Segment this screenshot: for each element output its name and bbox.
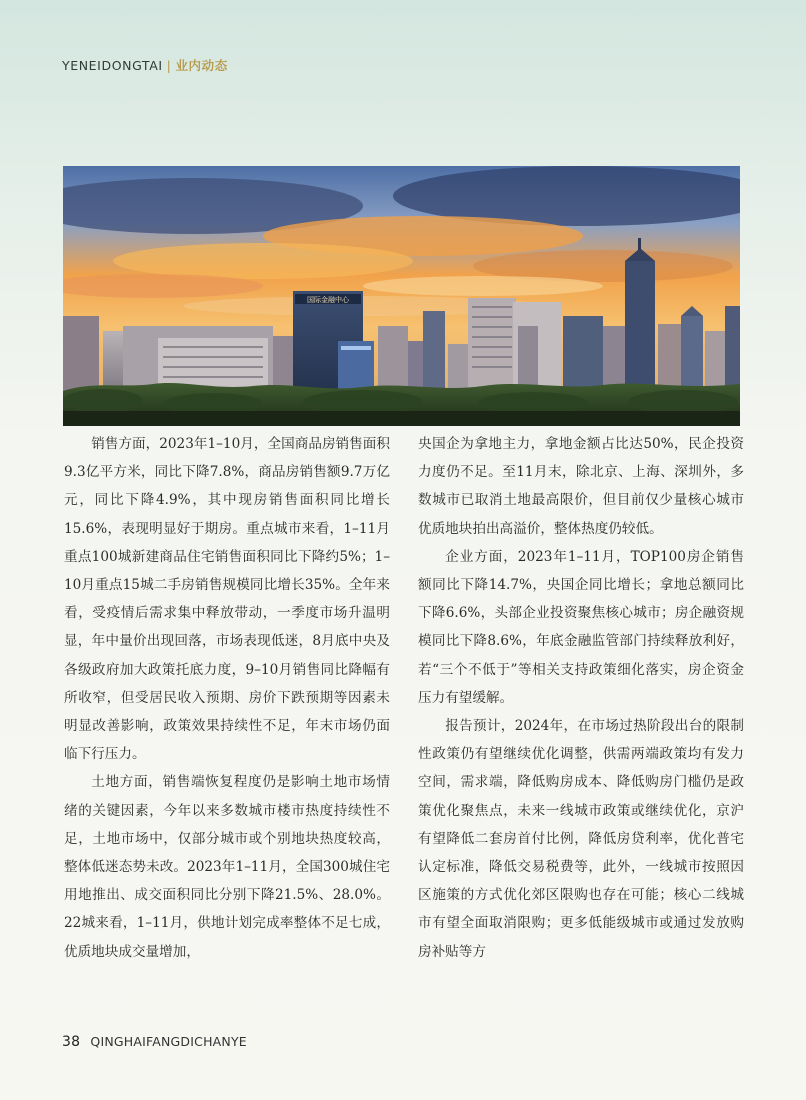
header-separator: | xyxy=(166,57,172,73)
paragraph-land: 土地方面，销售端恢复程度仍是影响土地市场情绪的关键因素，今年以来多数城市楼市热度持续性不足，土地市场中，仅部分城市或个别地块热度较高，整体低迷态势未改。2023年1–11月，全国300城住宅用地推出、成交面积同比分别下降21.5%、28.0%。22城来看，1–11月，供地计划完成率整体不足七成，优质地块成交量增加， xyxy=(64,774,390,960)
magazine-name: QINGHAIFANGDICHANYE xyxy=(90,1034,247,1049)
section-title: 业内动态 xyxy=(175,58,228,73)
running-header xyxy=(62,56,228,74)
page-footer xyxy=(62,1034,247,1050)
page-number: 38 xyxy=(62,1034,81,1050)
paragraph-forecast: 报告预计，2024年，在市场过热阶段出台的限制性政策仍有望继续优化调整，供需两端政策均有发力空间，需求端，降低购房成本、降低购房门槛仍是政策优化聚焦点，未来一线城市政策或继续优化，京沪有望降低二套房首付比例，降低房贷利率，优化普宅认定标准，降低交易税费等，此外，一线城市按照因区施策的方式优化郊区限购也存在可能；核心二线城市有望全面取消限购；更多低能级城市或通过发放购房补贴等方 xyxy=(418,718,744,960)
building-sign: 国际金融中心 xyxy=(307,296,349,304)
paragraph-land-continued: 央国企为拿地主力，拿地金额占比达50%，民企投资力度仍不足。至11月末，除北京、上海、深圳外，多数城市已取消土地最高限价，但目前仅少量核心城市优质地块拍出高溢价，整体热度仍较低。 xyxy=(418,436,744,537)
city-skyline-photo xyxy=(63,166,740,426)
section-latin: YENEIDONGTAI xyxy=(62,57,163,73)
skyline-illustration xyxy=(63,166,740,426)
paragraph-enterprise: 企业方面，2023年1–11月，TOP100房企销售额同比下降14.7%，央国企同比增长；拿地总额同比下降6.6%，头部企业投资聚焦核心城市；房企融资规模同比下降8.6%，年底金融监管部门持续释放利好，若“三个不低于”等相关支持政策细化落实，房企资金压力有望缓解。 xyxy=(418,548,744,706)
text-column-right xyxy=(418,430,744,966)
text-column-left xyxy=(64,430,390,966)
paragraph-sales: 销售方面，2023年1–10月，全国商品房销售面积9.3亿平方米，同比下降7.8%，商品房销售额9.7万亿元，同比下降4.9%，其中现房销售面积同比增长15.6%，表现明显好于期房。重点城市来看，1–11月重点100城新建商品住宅销售面积同比下降约5%；1–10月重点15城二手房销售规模同比增长35%。全年来看，受疫情后需求集中释放带动，一季度市场升温明显，年中量价出现回落，市场表现低迷，8月底中央及各级政府加大政策托底力度，9–10月销售同比降幅有所收窄，但受居民收入预期、房价下跌预期等因素未明显改善影响，政策效果持续性不足，年末市场仍面临下行压力。 xyxy=(64,436,390,763)
